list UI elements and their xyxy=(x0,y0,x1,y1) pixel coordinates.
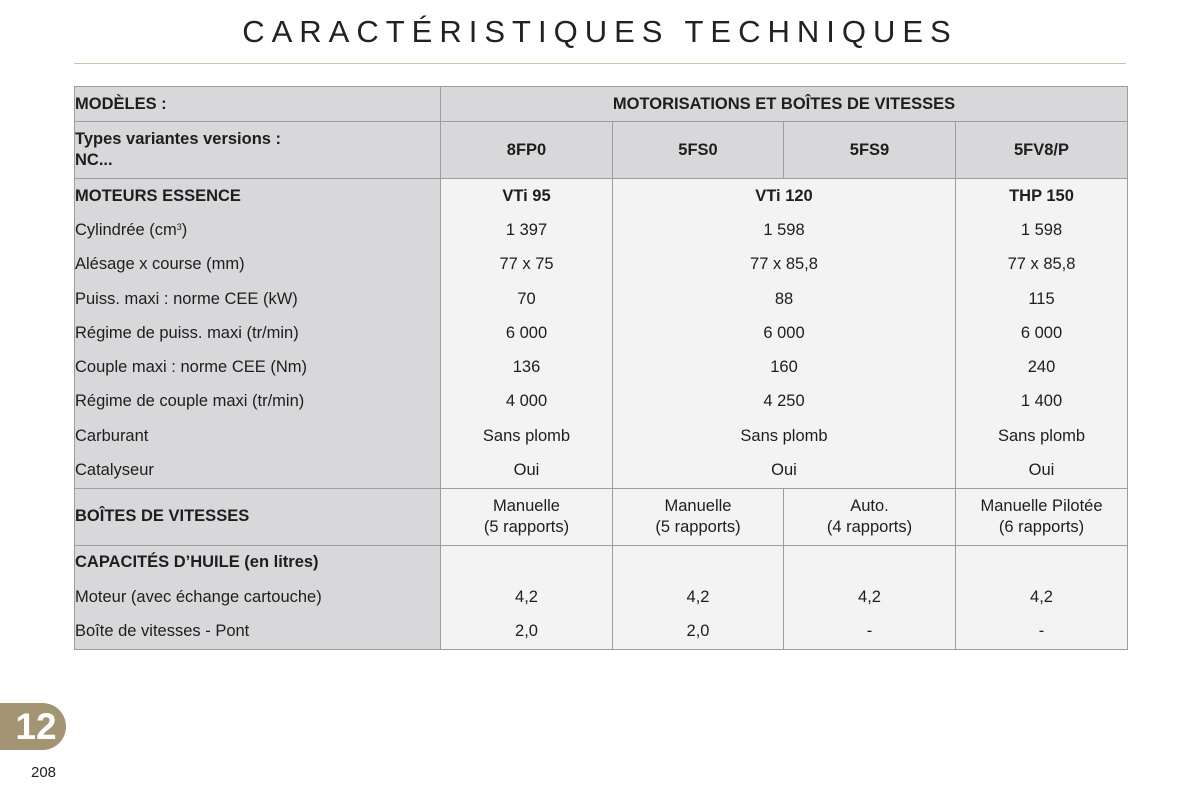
table-cell: 1 598 xyxy=(956,213,1128,247)
table-cell: 77 x 85,8 xyxy=(956,248,1128,282)
table-cell: 4 000 xyxy=(441,385,613,419)
table-row xyxy=(75,453,1128,488)
engine-name: THP 150 xyxy=(956,179,1128,214)
row-label: Carburant xyxy=(75,419,441,453)
table-cell: - xyxy=(956,614,1128,649)
gearbox-cell: Manuelle (5 rapports) xyxy=(441,488,613,545)
table-row xyxy=(75,580,1128,614)
table-cell: 1 400 xyxy=(956,385,1128,419)
gearbox-cell: Auto. (4 rapports) xyxy=(784,488,956,545)
table-row xyxy=(75,350,1128,384)
table-cell: - xyxy=(784,614,956,649)
chapter-badge: 12 xyxy=(0,703,66,750)
table-cell: 160 xyxy=(613,350,956,384)
table-cell: 4,2 xyxy=(784,580,956,614)
table-cell: 77 x 75 xyxy=(441,248,613,282)
table-cell: 6 000 xyxy=(613,316,956,350)
row-label: Moteur (avec échange cartouche) xyxy=(75,580,441,614)
gearbox-cell: Manuelle (5 rapports) xyxy=(613,488,784,545)
table-row xyxy=(75,419,1128,453)
table-cell: 4,2 xyxy=(613,580,784,614)
table-cell: Sans plomb xyxy=(441,419,613,453)
oil-section-label: CAPACITÉS D’HUILE (en litres) xyxy=(75,545,441,580)
variant-code: 5FS0 xyxy=(613,122,784,179)
variant-code: 5FS9 xyxy=(784,122,956,179)
row-label: Puiss. maxi : norme CEE (kW) xyxy=(75,282,441,316)
row-label: Catalyseur xyxy=(75,453,441,488)
variant-code: 5FV8/P xyxy=(956,122,1128,179)
row-label: Couple maxi : norme CEE (Nm) xyxy=(75,350,441,384)
specifications-table xyxy=(74,86,1128,650)
page-number: 208 xyxy=(31,764,57,781)
variants-label: Types variantes versions : NC... xyxy=(75,122,441,179)
table-cell: 77 x 85,8 xyxy=(613,248,956,282)
table-cell: Oui xyxy=(613,453,956,488)
table-cell: 70 xyxy=(441,282,613,316)
table-header-row xyxy=(75,87,1128,122)
row-label: Régime de puiss. maxi (tr/min) xyxy=(75,316,441,350)
engines-section-label: MOTEURS ESSENCE xyxy=(75,179,441,214)
table-cell: 2,0 xyxy=(441,614,613,649)
table-cell: Sans plomb xyxy=(956,419,1128,453)
models-label: MODÈLES : xyxy=(75,87,441,122)
table-cell: 1 397 xyxy=(441,213,613,247)
table-cell: 4 250 xyxy=(613,385,956,419)
table-row xyxy=(75,316,1128,350)
table-cell: 88 xyxy=(613,282,956,316)
variants-row xyxy=(75,122,1128,179)
table-cell: 6 000 xyxy=(441,316,613,350)
table-cell: 136 xyxy=(441,350,613,384)
table-cell: 240 xyxy=(956,350,1128,384)
gearbox-cell: Manuelle Pilotée (6 rapports) xyxy=(956,488,1128,545)
variant-code: 8FP0 xyxy=(441,122,613,179)
table-cell: 4,2 xyxy=(441,580,613,614)
engines-header-row xyxy=(75,179,1128,214)
table-row xyxy=(75,213,1128,247)
engine-name: VTi 95 xyxy=(441,179,613,214)
table-cell: Oui xyxy=(956,453,1128,488)
table-row xyxy=(75,248,1128,282)
page-title: CARACTÉRISTIQUES TECHNIQUES xyxy=(242,14,958,49)
oil-header-row xyxy=(75,545,1128,580)
table-cell: Sans plomb xyxy=(613,419,956,453)
table-row xyxy=(75,385,1128,419)
table-cell: Oui xyxy=(441,453,613,488)
gearboxes-row xyxy=(75,488,1128,545)
table-row xyxy=(75,282,1128,316)
row-label: Cylindrée $(cm^3)$ xyxy=(75,213,441,247)
title-divider xyxy=(74,63,1126,64)
table-cell: 4,2 xyxy=(956,580,1128,614)
table-cell: 115 xyxy=(956,282,1128,316)
table-row xyxy=(75,614,1128,649)
row-label: Régime de couple maxi (tr/min) xyxy=(75,385,441,419)
group-header: MOTORISATIONS ET BOÎTES DE VITESSES xyxy=(441,87,1128,122)
table-cell: 6 000 xyxy=(956,316,1128,350)
table-cell: 2,0 xyxy=(613,614,784,649)
table-cell: 1 598 xyxy=(613,213,956,247)
engine-name: VTi 120 xyxy=(613,179,956,214)
row-label: Alésage x course (mm) xyxy=(75,248,441,282)
gearboxes-label: BOÎTES DE VITESSES xyxy=(75,488,441,545)
row-label: Boîte de vitesses - Pont xyxy=(75,614,441,649)
